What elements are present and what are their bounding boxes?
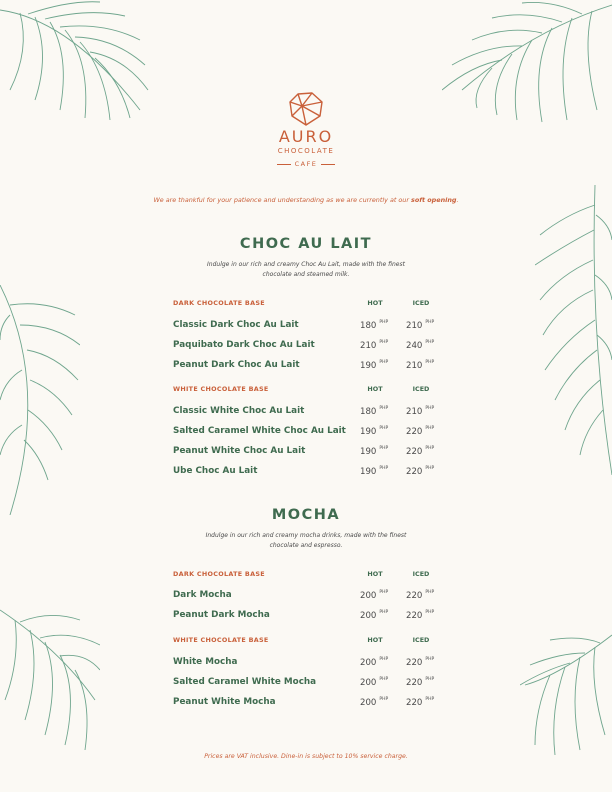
section-desc-line: Indulge in our rich and creamy Choc Au Lait, made with the finest bbox=[207, 261, 405, 268]
group-heading-dark: DARK CHOCOLATE BASE bbox=[173, 299, 265, 307]
currency-label: PHP bbox=[425, 657, 435, 662]
pricing-footnote: Prices are VAT inclusive. Dine-in is subject to 10% service charge. bbox=[204, 753, 408, 760]
currency-label: PHP bbox=[379, 360, 389, 365]
currency-label: PHP bbox=[379, 677, 389, 682]
brand-logo bbox=[256, 92, 356, 168]
palm-leaf-top-right-icon bbox=[442, 0, 612, 130]
currency-label: PHP bbox=[425, 340, 435, 345]
currency-label: PHP bbox=[379, 657, 389, 662]
divider-right bbox=[321, 164, 335, 165]
price-iced: 220 $^{PHP}$ bbox=[406, 590, 435, 601]
notice-emphasis: soft opening bbox=[411, 196, 457, 204]
section-desc-choc-au-lait bbox=[196, 260, 416, 280]
price-hot: 200 $^{PHP}$ bbox=[360, 697, 389, 708]
menu-item-name: Classic White Choc Au Lait bbox=[173, 406, 305, 416]
currency-label: PHP bbox=[425, 697, 435, 702]
palm-leaf-mid-left-icon bbox=[0, 285, 80, 515]
menu-item-name: Classic Dark Choc Au Lait bbox=[173, 320, 299, 330]
currency-label: PHP bbox=[425, 466, 435, 471]
palm-leaf-mid-right-icon bbox=[535, 185, 612, 475]
currency-label: PHP bbox=[425, 426, 435, 431]
price-hot: 200 $^{PHP}$ bbox=[360, 657, 389, 668]
soft-opening-notice bbox=[0, 196, 612, 204]
menu-item-name: White Mocha bbox=[173, 657, 238, 667]
currency-label: PHP bbox=[379, 590, 389, 595]
brand-subtitle: CHOCOLATE bbox=[277, 147, 335, 155]
geometric-cocoa-logo-icon bbox=[288, 92, 324, 126]
currency-label: PHP bbox=[425, 360, 435, 365]
price-hot: 190 $^{PHP}$ bbox=[360, 466, 389, 477]
currency-label: PHP bbox=[425, 446, 435, 451]
price-hot: 200 $^{PHP}$ bbox=[360, 610, 389, 621]
price-iced: 220 $^{PHP}$ bbox=[406, 697, 435, 708]
group-heading-dark: DARK CHOCOLATE BASE bbox=[173, 570, 265, 578]
price-iced: 220 $^{PHP}$ bbox=[406, 466, 435, 477]
section-desc-line: Indulge in our rich and creamy mocha drinks, made with the finest bbox=[205, 532, 407, 539]
section-desc-line: chocolate and steamed milk. bbox=[262, 271, 350, 278]
currency-label: PHP bbox=[425, 320, 435, 325]
column-head-iced: ICED bbox=[412, 636, 430, 644]
menu-item-name: Salted Caramel White Mocha bbox=[173, 677, 317, 687]
currency-label: PHP bbox=[379, 466, 389, 471]
menu-item-name: Peanut Dark Mocha bbox=[173, 610, 270, 620]
section-title-choc-au-lait: CHOC AU LAIT bbox=[239, 236, 373, 252]
column-head-iced: ICED bbox=[412, 570, 430, 578]
currency-label: PHP bbox=[425, 610, 435, 615]
brand-cafe bbox=[256, 160, 356, 168]
menu-item-name: Dark Mocha bbox=[173, 590, 232, 600]
price-iced: 210 $^{PHP}$ bbox=[406, 320, 435, 331]
currency-label: PHP bbox=[379, 610, 389, 615]
notice-end: . bbox=[456, 196, 459, 204]
price-hot: 190 $^{PHP}$ bbox=[360, 446, 389, 457]
column-head-hot: HOT bbox=[367, 385, 383, 393]
column-head-hot: HOT bbox=[367, 570, 383, 578]
price-hot: 200 $^{PHP}$ bbox=[360, 590, 389, 601]
column-head-iced: ICED bbox=[412, 385, 430, 393]
price-hot: 200 $^{PHP}$ bbox=[360, 677, 389, 688]
menu-item-name: Peanut White Mocha bbox=[173, 697, 276, 707]
currency-label: PHP bbox=[379, 320, 389, 325]
menu-item-name: Salted Caramel White Choc Au Lait bbox=[173, 426, 346, 436]
currency-label: PHP bbox=[379, 426, 389, 431]
palm-leaf-top-left-icon bbox=[0, 0, 150, 130]
price-iced: 210 $^{PHP}$ bbox=[406, 406, 435, 417]
brand-name: AURO bbox=[278, 127, 334, 146]
price-iced: 220 $^{PHP}$ bbox=[406, 446, 435, 457]
price-iced: 210 $^{PHP}$ bbox=[406, 360, 435, 371]
menu-item-name: Paquibato Dark Choc Au Lait bbox=[173, 340, 315, 350]
notice-text: We are thankful for your patience and understanding as we are currently at our bbox=[153, 196, 412, 204]
currency-label: PHP bbox=[425, 406, 435, 411]
price-iced: 220 $^{PHP}$ bbox=[406, 657, 435, 668]
section-desc-mocha bbox=[196, 531, 416, 551]
price-hot: 190 $^{PHP}$ bbox=[360, 426, 389, 437]
section-desc-line: chocolate and espresso. bbox=[269, 542, 343, 549]
price-iced: 220 $^{PHP}$ bbox=[406, 677, 435, 688]
price-hot: 190 $^{PHP}$ bbox=[360, 360, 389, 371]
currency-label: PHP bbox=[379, 406, 389, 411]
currency-label: PHP bbox=[425, 590, 435, 595]
price-iced: 240 $^{PHP}$ bbox=[406, 340, 435, 351]
currency-label: PHP bbox=[425, 677, 435, 682]
section-title-mocha: MOCHA bbox=[271, 507, 341, 523]
brand-cafe-label: CAFE bbox=[294, 160, 318, 168]
column-head-hot: HOT bbox=[367, 636, 383, 644]
group-heading-white: WHITE CHOCOLATE BASE bbox=[173, 385, 269, 393]
currency-label: PHP bbox=[379, 697, 389, 702]
menu-item-name: Ube Choc Au Lait bbox=[173, 466, 258, 476]
palm-leaf-bottom-left-icon bbox=[0, 590, 100, 760]
price-hot: 180 $^{PHP}$ bbox=[360, 406, 389, 417]
price-iced: 220 $^{PHP}$ bbox=[406, 426, 435, 437]
divider-left bbox=[277, 164, 291, 165]
menu-item-name: Peanut Dark Choc Au Lait bbox=[173, 360, 300, 370]
price-iced: 220 $^{PHP}$ bbox=[406, 610, 435, 621]
column-head-iced: ICED bbox=[412, 299, 430, 307]
price-hot: 180 $^{PHP}$ bbox=[360, 320, 389, 331]
price-hot: 210 $^{PHP}$ bbox=[360, 340, 389, 351]
currency-label: PHP bbox=[379, 446, 389, 451]
group-heading-white: WHITE CHOCOLATE BASE bbox=[173, 636, 269, 644]
menu-item-name: Peanut White Choc Au Lait bbox=[173, 446, 306, 456]
currency-label: PHP bbox=[379, 340, 389, 345]
palm-leaf-bottom-right-icon bbox=[520, 625, 612, 760]
column-head-hot: HOT bbox=[367, 299, 383, 307]
